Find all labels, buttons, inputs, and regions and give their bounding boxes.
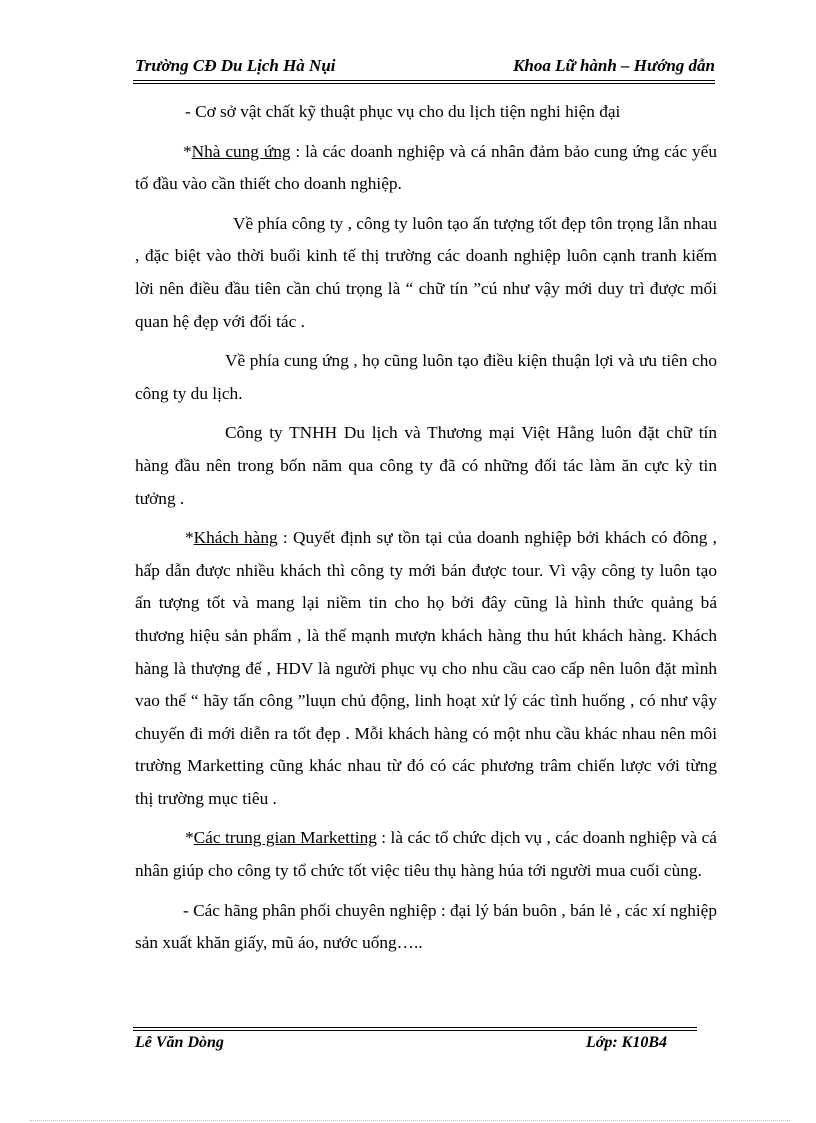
bullet-star: * bbox=[185, 528, 194, 548]
paragraph-intermediaries bbox=[135, 822, 717, 887]
intermediaries-text: : là các tổ chức dịch vụ , các doanh nghiệp và cá nhân giúp cho công ty tổ chức tốt việc tiêu thụ hàng húa tới người mua cuối cùng. bbox=[135, 828, 717, 881]
footer-class: Lớp: K10B4 bbox=[585, 1034, 667, 1051]
header-school-name: Trường CĐ Du Lịch Hà Nụi bbox=[135, 56, 336, 75]
bullet-star: * bbox=[183, 141, 192, 161]
footer-rule-top bbox=[133, 1027, 697, 1028]
suppliers-text: : là các doanh nghiệp và cá nhân đảm bảo cung ứng các yếu tố đầu vào cần thiết cho doanh nghiệp. bbox=[135, 141, 717, 194]
paragraph-company-trust: Công ty TNHH Du lịch và Thương mại Việt Hằng luôn đặt chữ tín hàng đầu nên trong bốn năm qua công ty đã có những đối tác làm ăn cực kỳ tin tưởng . bbox=[135, 423, 717, 508]
page-bottom-dotted-line bbox=[30, 1120, 790, 1121]
page-body bbox=[135, 96, 717, 960]
header-rule-top bbox=[133, 80, 715, 81]
footer-rule-bottom bbox=[133, 1030, 697, 1031]
paragraph-supplier-side: Về phía cung ứng , họ cũng luôn tạo điều kiện thuận lợi và ưu tiên cho công ty du lịch. bbox=[135, 351, 717, 403]
page-footer bbox=[135, 1034, 697, 1056]
customers-text: : Quyết định sự tồn tại của doanh nghiệp bởi khách có đông , hấp dẫn được nhiều khách thì công ty mới bán được tour. Vì vậy công ty luôn tạo ấn tượng tốt và mang lại niềm tin cho họ bởi đây cũng là hình thức quảng bá thương hiệu sản phẩm , là thế mạnh mượn khách hàng thu hút khách hàng. Khách hàng là thượng đế , HDV là người phục vụ cho nhu cầu cao cấp nên luôn đặt mình vao thế “ hãy tấn công ”luụn chủ động, linh hoạt xử lý các tình huống , có như vậy chuyến đi mới diễn ra tốt đẹp . Mỗi khách hàng có một nhu cầu khác nhau nên môi trường Marketting cũng khác nhau từ đó có các phương trâm chiến lược với từng thị trường mục tiêu . bbox=[135, 528, 717, 808]
paragraph-suppliers bbox=[135, 136, 717, 201]
footer-author: Lê Văn Dòng bbox=[135, 1034, 224, 1051]
bullet-star: * bbox=[185, 828, 194, 848]
paragraph-customers bbox=[135, 522, 717, 815]
header-rule-bottom bbox=[133, 83, 715, 84]
term-suppliers: Nhà cung ứng bbox=[191, 141, 291, 161]
paragraph-distributors: - Các hãng phân phối chuyên nghiệp : đại lý bán buôn , bán lẻ , các xí nghiệp sản xuất khăn giấy, mũ áo, nước uống….. bbox=[135, 900, 717, 953]
paragraph-company-side: Về phía công ty , công ty luôn tạo ấn tượng tốt đẹp tôn trọng lẫn nhau , đặc biệt vào thời buổi kinh tế thị trường các doanh nghiệp luôn cạnh tranh kiếm lời nên điều đầu tiên cần chú trọng là “ chữ tín ”cú như vậy mới duy trì được mối quan hệ đẹp với đối tác . bbox=[135, 213, 717, 331]
term-intermediaries: Các trung gian Marketting bbox=[193, 828, 377, 848]
term-customers: Khách hàng bbox=[193, 528, 278, 548]
header-faculty-name: Khoa Lữ hành – Hướng dẫn bbox=[513, 56, 715, 75]
page-header bbox=[135, 56, 715, 82]
paragraph-facilities: - Cơ sở vật chất kỹ thuật phục vụ cho du lịch tiện nghi hiện đại bbox=[185, 102, 621, 121]
